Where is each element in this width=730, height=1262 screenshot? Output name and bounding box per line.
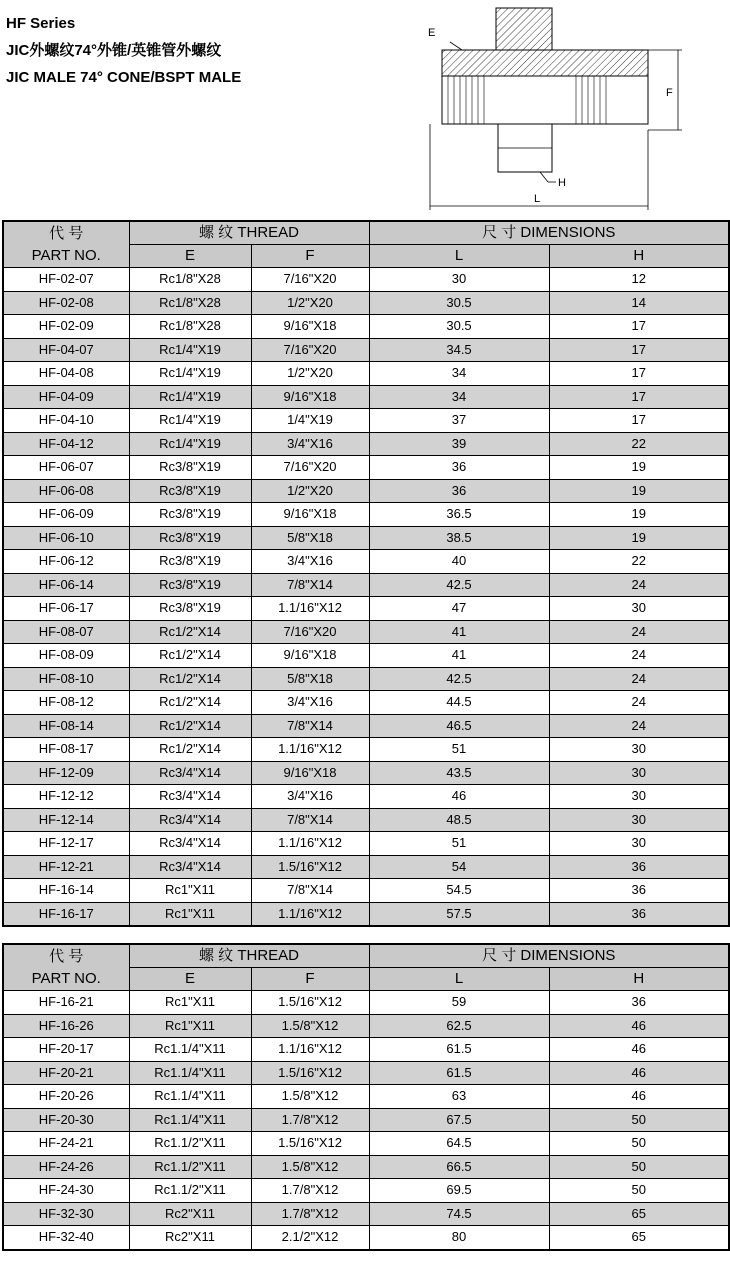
thread-e-cell: Rc3/4"X14: [129, 855, 251, 879]
part-no-cell: HF-32-30: [3, 1202, 129, 1226]
table-row: [3, 456, 729, 480]
dim-l-cell: 41: [369, 644, 549, 668]
table-row: [3, 644, 729, 668]
dim-l-cell: 34: [369, 362, 549, 386]
part-no-cell: HF-08-17: [3, 738, 129, 762]
dim-h-cell: 17: [549, 409, 729, 433]
dim-l-cell: 30.5: [369, 291, 549, 315]
thread-f-cell: 1.7/8"X12: [251, 1108, 369, 1132]
thread-e-cell: Rc1/4"X19: [129, 385, 251, 409]
dim-h-cell: 65: [549, 1226, 729, 1250]
dim-h-cell: 17: [549, 385, 729, 409]
thread-e-cell: Rc1.1/2"X11: [129, 1155, 251, 1179]
table-row: [3, 1226, 729, 1250]
thread-f-cell: 1.7/8"X12: [251, 1179, 369, 1203]
part-no-cell: HF-02-09: [3, 315, 129, 339]
header-h: H: [549, 968, 729, 991]
thread-f-cell: 7/8"X14: [251, 573, 369, 597]
thread-e-cell: Rc3/8"X19: [129, 597, 251, 621]
page-header: [6, 10, 241, 91]
thread-f-cell: 1.5/16"X12: [251, 991, 369, 1015]
dim-l-cell: 69.5: [369, 1179, 549, 1203]
label-f: F: [666, 87, 673, 99]
table-row: [3, 1061, 729, 1085]
dim-h-cell: 46: [549, 1061, 729, 1085]
thread-e-cell: Rc1"X11: [129, 902, 251, 926]
part-no-cell: HF-20-30: [3, 1108, 129, 1132]
part-no-cell: HF-20-26: [3, 1085, 129, 1109]
thread-e-cell: Rc3/8"X19: [129, 456, 251, 480]
dim-l-cell: 54.5: [369, 879, 549, 903]
dim-l-cell: 36: [369, 456, 549, 480]
table-row: [3, 785, 729, 809]
thread-f-cell: 1/4"X19: [251, 409, 369, 433]
header-l: L: [369, 968, 549, 991]
thread-f-cell: 3/4"X16: [251, 785, 369, 809]
table-row: [3, 362, 729, 386]
dim-h-cell: 36: [549, 879, 729, 903]
header-dimensions: 尺 寸 DIMENSIONS: [369, 944, 729, 968]
dim-h-cell: 36: [549, 902, 729, 926]
thread-e-cell: Rc3/8"X19: [129, 479, 251, 503]
thread-f-cell: 1.5/16"X12: [251, 1061, 369, 1085]
part-no-cell: HF-16-14: [3, 879, 129, 903]
dim-h-cell: 24: [549, 644, 729, 668]
table-row: [3, 691, 729, 715]
table-row: [3, 409, 729, 433]
part-no-cell: HF-04-07: [3, 338, 129, 362]
thread-e-cell: Rc1"X11: [129, 991, 251, 1015]
dim-l-cell: 37: [369, 409, 549, 433]
dim-h-cell: 50: [549, 1132, 729, 1156]
dim-l-cell: 39: [369, 432, 549, 456]
thread-f-cell: 3/4"X16: [251, 691, 369, 715]
table-row: [3, 808, 729, 832]
part-no-cell: HF-24-26: [3, 1155, 129, 1179]
thread-f-cell: 7/8"X14: [251, 714, 369, 738]
thread-e-cell: Rc1.1/4"X11: [129, 1061, 251, 1085]
dim-l-cell: 74.5: [369, 1202, 549, 1226]
part-no-cell: HF-16-21: [3, 991, 129, 1015]
table-row: [3, 1179, 729, 1203]
dim-h-cell: 30: [549, 761, 729, 785]
dim-l-cell: 36.5: [369, 503, 549, 527]
part-no-cell: HF-12-21: [3, 855, 129, 879]
dim-l-cell: 41: [369, 620, 549, 644]
dim-h-cell: 24: [549, 573, 729, 597]
thread-e-cell: Rc1/4"X19: [129, 338, 251, 362]
thread-e-cell: Rc1/2"X14: [129, 738, 251, 762]
thread-e-cell: Rc1/8"X28: [129, 291, 251, 315]
dim-h-cell: 36: [549, 991, 729, 1015]
thread-e-cell: Rc1.1/4"X11: [129, 1085, 251, 1109]
thread-f-cell: 1/2"X20: [251, 362, 369, 386]
dim-l-cell: 42.5: [369, 573, 549, 597]
dim-h-cell: 30: [549, 808, 729, 832]
part-no-cell: HF-12-17: [3, 832, 129, 856]
header-thread: 螺 纹 THREAD: [129, 944, 369, 968]
dim-h-cell: 24: [549, 620, 729, 644]
series-title: HF Series: [6, 15, 76, 32]
table-row: [3, 879, 729, 903]
dim-h-cell: 17: [549, 362, 729, 386]
part-no-cell: HF-06-12: [3, 550, 129, 574]
thread-f-cell: 1.1/16"X12: [251, 597, 369, 621]
dim-l-cell: 43.5: [369, 761, 549, 785]
table-row: [3, 597, 729, 621]
part-no-cell: HF-06-14: [3, 573, 129, 597]
thread-f-cell: 5/8"X18: [251, 667, 369, 691]
thread-f-cell: 7/16"X20: [251, 456, 369, 480]
table-row: [3, 1014, 729, 1038]
dim-h-cell: 30: [549, 785, 729, 809]
thread-e-cell: Rc1.1/2"X11: [129, 1132, 251, 1156]
header-f: F: [251, 245, 369, 268]
header-part-en: PART NO.: [31, 246, 101, 264]
thread-e-cell: Rc3/4"X14: [129, 808, 251, 832]
thread-e-cell: Rc1/2"X14: [129, 620, 251, 644]
table-row: [3, 268, 729, 292]
thread-e-cell: Rc1"X11: [129, 879, 251, 903]
header-part-en: PART NO.: [31, 969, 101, 987]
thread-e-cell: Rc1/2"X14: [129, 714, 251, 738]
dim-h-cell: 24: [549, 714, 729, 738]
dim-h-cell: 50: [549, 1108, 729, 1132]
dim-h-cell: 30: [549, 832, 729, 856]
dim-h-cell: 36: [549, 855, 729, 879]
dim-h-cell: 17: [549, 315, 729, 339]
dim-h-cell: 19: [549, 456, 729, 480]
header-thread: 螺 纹 THREAD: [129, 221, 369, 245]
header-dimensions: 尺 寸 DIMENSIONS: [369, 221, 729, 245]
part-no-cell: HF-04-08: [3, 362, 129, 386]
dim-h-cell: 19: [549, 526, 729, 550]
table-row: [3, 479, 729, 503]
thread-f-cell: 7/8"X14: [251, 808, 369, 832]
table-row: [3, 526, 729, 550]
thread-e-cell: Rc3/8"X19: [129, 573, 251, 597]
header-e: E: [129, 968, 251, 991]
dim-h-cell: 22: [549, 550, 729, 574]
table-row: [3, 1155, 729, 1179]
dim-l-cell: 61.5: [369, 1038, 549, 1062]
part-no-cell: HF-06-08: [3, 479, 129, 503]
table-row: [3, 550, 729, 574]
dim-h-cell: 14: [549, 291, 729, 315]
thread-f-cell: 1.5/16"X12: [251, 855, 369, 879]
fitting-drawing: [420, 4, 690, 216]
part-no-cell: HF-16-26: [3, 1014, 129, 1038]
part-no-cell: HF-04-09: [3, 385, 129, 409]
thread-e-cell: Rc3/8"X19: [129, 550, 251, 574]
part-no-cell: HF-08-14: [3, 714, 129, 738]
thread-f-cell: 7/8"X14: [251, 879, 369, 903]
thread-f-cell: 9/16"X18: [251, 761, 369, 785]
thread-f-cell: 7/16"X20: [251, 338, 369, 362]
dim-l-cell: 59: [369, 991, 549, 1015]
table-row: [3, 1108, 729, 1132]
part-no-cell: HF-08-09: [3, 644, 129, 668]
dim-h-cell: 24: [549, 691, 729, 715]
part-no-cell: HF-06-10: [3, 526, 129, 550]
thread-f-cell: 1.5/8"X12: [251, 1014, 369, 1038]
label-l: L: [534, 193, 541, 205]
dim-l-cell: 47: [369, 597, 549, 621]
title-english: JIC MALE 74° CONE/BSPT MALE: [6, 69, 242, 86]
table-row: [3, 1038, 729, 1062]
dim-h-cell: 50: [549, 1179, 729, 1203]
dim-l-cell: 36: [369, 479, 549, 503]
table-row: [3, 1132, 729, 1156]
table-row: [3, 832, 729, 856]
part-no-cell: HF-32-40: [3, 1226, 129, 1250]
dim-h-cell: 12: [549, 268, 729, 292]
dim-l-cell: 54: [369, 855, 549, 879]
dim-l-cell: 38.5: [369, 526, 549, 550]
dim-l-cell: 34: [369, 385, 549, 409]
part-no-cell: HF-06-09: [3, 503, 129, 527]
label-e: E: [428, 27, 436, 39]
dim-l-cell: 40: [369, 550, 549, 574]
thread-e-cell: Rc1/8"X28: [129, 315, 251, 339]
thread-e-cell: Rc2"X11: [129, 1226, 251, 1250]
part-no-cell: HF-04-10: [3, 409, 129, 433]
header-part-cn: 代 号: [49, 224, 84, 242]
dim-l-cell: 48.5: [369, 808, 549, 832]
table-row: [3, 1202, 729, 1226]
dim-l-cell: 61.5: [369, 1061, 549, 1085]
table-row: [3, 338, 729, 362]
dim-l-cell: 64.5: [369, 1132, 549, 1156]
thread-e-cell: Rc1/2"X14: [129, 644, 251, 668]
header-e: E: [129, 245, 251, 268]
dim-h-cell: 50: [549, 1155, 729, 1179]
label-h: H: [558, 177, 566, 189]
table-row: [3, 291, 729, 315]
dim-l-cell: 51: [369, 832, 549, 856]
part-no-cell: HF-12-09: [3, 761, 129, 785]
thread-f-cell: 1/2"X20: [251, 291, 369, 315]
thread-f-cell: 9/16"X18: [251, 644, 369, 668]
part-no-cell: HF-16-17: [3, 902, 129, 926]
dim-l-cell: 66.5: [369, 1155, 549, 1179]
table-row: [3, 855, 729, 879]
dim-h-cell: 19: [549, 479, 729, 503]
part-no-cell: HF-06-17: [3, 597, 129, 621]
dim-h-cell: 46: [549, 1014, 729, 1038]
thread-e-cell: Rc1.1/2"X11: [129, 1179, 251, 1203]
thread-f-cell: 7/16"X20: [251, 268, 369, 292]
thread-e-cell: Rc3/8"X19: [129, 503, 251, 527]
thread-f-cell: 9/16"X18: [251, 503, 369, 527]
dim-l-cell: 62.5: [369, 1014, 549, 1038]
dim-h-cell: 30: [549, 738, 729, 762]
thread-f-cell: 3/4"X16: [251, 550, 369, 574]
table-row: [3, 315, 729, 339]
header-l: L: [369, 245, 549, 268]
thread-e-cell: Rc1/8"X28: [129, 268, 251, 292]
part-no-cell: HF-02-07: [3, 268, 129, 292]
table-row: [3, 1085, 729, 1109]
thread-f-cell: 1.5/8"X12: [251, 1085, 369, 1109]
dim-h-cell: 24: [549, 667, 729, 691]
thread-e-cell: Rc1/2"X14: [129, 667, 251, 691]
table-row: [3, 385, 729, 409]
header-f: F: [251, 968, 369, 991]
thread-e-cell: Rc1.1/4"X11: [129, 1108, 251, 1132]
thread-e-cell: Rc1"X11: [129, 1014, 251, 1038]
dim-l-cell: 63: [369, 1085, 549, 1109]
part-no-cell: HF-02-08: [3, 291, 129, 315]
header-h: H: [549, 245, 729, 268]
dim-l-cell: 42.5: [369, 667, 549, 691]
thread-f-cell: 7/16"X20: [251, 620, 369, 644]
part-no-cell: HF-20-17: [3, 1038, 129, 1062]
thread-e-cell: Rc3/4"X14: [129, 785, 251, 809]
part-no-cell: HF-08-12: [3, 691, 129, 715]
spec-table-1: [2, 220, 730, 927]
part-no-cell: HF-24-21: [3, 1132, 129, 1156]
part-no-cell: HF-12-12: [3, 785, 129, 809]
thread-f-cell: 9/16"X18: [251, 315, 369, 339]
thread-e-cell: Rc3/4"X14: [129, 761, 251, 785]
part-no-cell: HF-24-30: [3, 1179, 129, 1203]
dim-l-cell: 46.5: [369, 714, 549, 738]
part-no-cell: HF-08-07: [3, 620, 129, 644]
table-row: [3, 738, 729, 762]
thread-e-cell: Rc1/4"X19: [129, 432, 251, 456]
dim-l-cell: 30.5: [369, 315, 549, 339]
part-no-cell: HF-06-07: [3, 456, 129, 480]
dim-l-cell: 67.5: [369, 1108, 549, 1132]
table-row: [3, 573, 729, 597]
thread-f-cell: 1/2"X20: [251, 479, 369, 503]
dim-l-cell: 34.5: [369, 338, 549, 362]
dim-l-cell: 46: [369, 785, 549, 809]
thread-e-cell: Rc1/2"X14: [129, 691, 251, 715]
thread-e-cell: Rc1/4"X19: [129, 362, 251, 386]
dim-l-cell: 57.5: [369, 902, 549, 926]
thread-f-cell: 3/4"X16: [251, 432, 369, 456]
dim-h-cell: 46: [549, 1038, 729, 1062]
thread-f-cell: 5/8"X18: [251, 526, 369, 550]
table-row: [3, 714, 729, 738]
dim-l-cell: 30: [369, 268, 549, 292]
part-no-cell: HF-12-14: [3, 808, 129, 832]
dim-l-cell: 44.5: [369, 691, 549, 715]
thread-e-cell: Rc1/4"X19: [129, 409, 251, 433]
thread-e-cell: Rc1.1/4"X11: [129, 1038, 251, 1062]
thread-f-cell: 1.5/8"X12: [251, 1155, 369, 1179]
dim-h-cell: 65: [549, 1202, 729, 1226]
title-chinese: JIC外螺纹74°外锥/英锥管外螺纹: [6, 42, 222, 59]
dim-l-cell: 51: [369, 738, 549, 762]
thread-f-cell: 1.7/8"X12: [251, 1202, 369, 1226]
table-row: [3, 432, 729, 456]
thread-e-cell: Rc3/4"X14: [129, 832, 251, 856]
part-no-cell: HF-04-12: [3, 432, 129, 456]
header-part-no: [3, 944, 129, 991]
thread-f-cell: 1.1/16"X12: [251, 902, 369, 926]
thread-f-cell: 1.5/16"X12: [251, 1132, 369, 1156]
table-row: [3, 620, 729, 644]
header-part-no: [3, 221, 129, 268]
thread-f-cell: 9/16"X18: [251, 385, 369, 409]
table-row: [3, 667, 729, 691]
dim-l-cell: 80: [369, 1226, 549, 1250]
dim-h-cell: 17: [549, 338, 729, 362]
thread-e-cell: Rc2"X11: [129, 1202, 251, 1226]
dim-h-cell: 46: [549, 1085, 729, 1109]
spec-table-2: [2, 943, 730, 1251]
table-row: [3, 991, 729, 1015]
part-no-cell: HF-20-21: [3, 1061, 129, 1085]
part-no-cell: HF-08-10: [3, 667, 129, 691]
table-row: [3, 761, 729, 785]
table-row: [3, 902, 729, 926]
thread-f-cell: 1.1/16"X12: [251, 738, 369, 762]
thread-f-cell: 1.1/16"X12: [251, 1038, 369, 1062]
thread-e-cell: Rc3/8"X19: [129, 526, 251, 550]
thread-f-cell: 2.1/2"X12: [251, 1226, 369, 1250]
dim-h-cell: 19: [549, 503, 729, 527]
dim-h-cell: 22: [549, 432, 729, 456]
header-part-cn: 代 号: [49, 947, 84, 965]
thread-f-cell: 1.1/16"X12: [251, 832, 369, 856]
dim-h-cell: 30: [549, 597, 729, 621]
table-row: [3, 503, 729, 527]
